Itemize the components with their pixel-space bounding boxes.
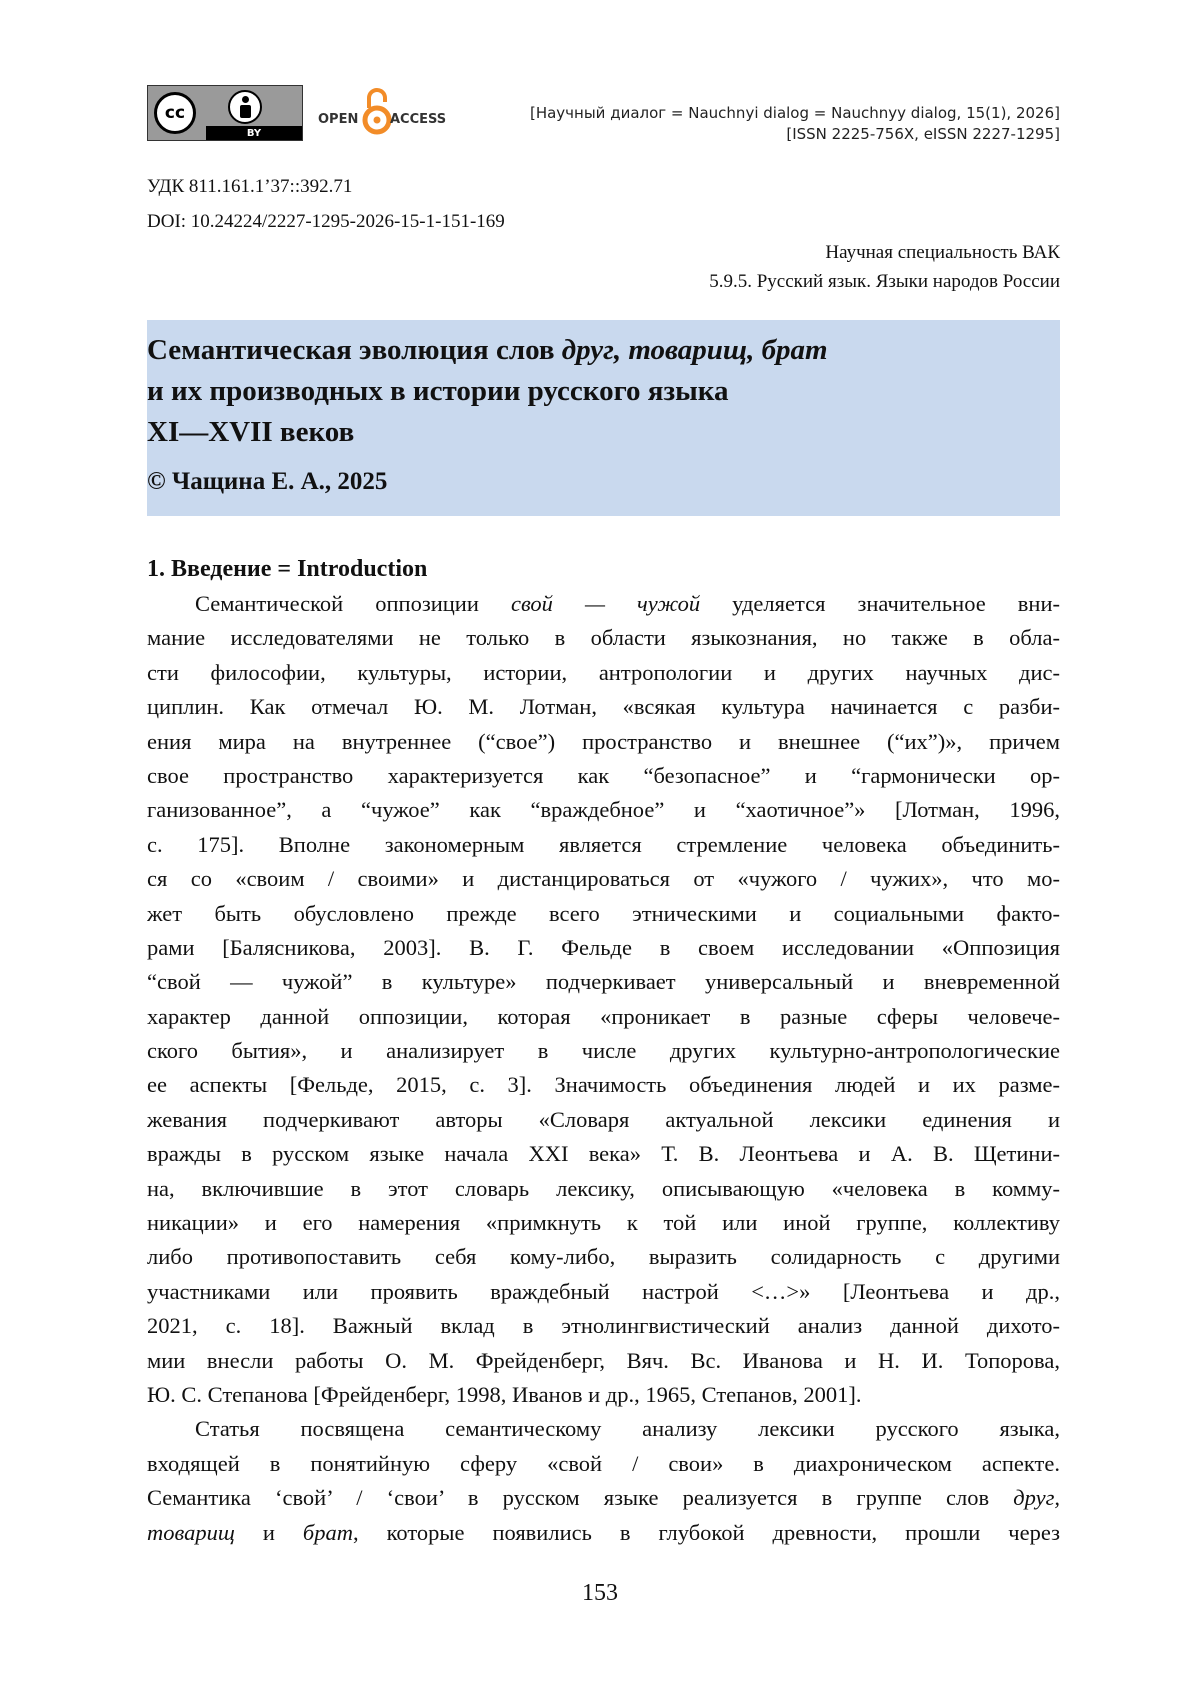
article-body: [147, 587, 1060, 1550]
author-copyright: © Чащина Е. А., 2025: [147, 468, 388, 495]
text-line: жет быть обусловлено прежде всего этническими и социальными факто-: [147, 900, 1060, 926]
text-line: вражды в русском языке начала XXI века» Т. В. Леонтьева и А. В. Щетини-: [147, 1141, 1060, 1167]
journal-issn: [ISSN 2225-756X, eISSN 2227-1295]: [786, 125, 1060, 143]
journal-reference: [530, 103, 1060, 145]
title-line-1: Семантическая эволюция слов: [147, 334, 562, 366]
text-line: Статья посвящена семантическому анализу лексики русского языка,: [195, 1416, 1060, 1442]
attribution-person-icon: [228, 90, 262, 124]
open-access-right-text: ACCESS: [390, 112, 447, 127]
text-line: Семантика ‘свой’ / ‘свои’ в русском языке реализуется в группе слов друг,: [147, 1485, 1060, 1511]
text-line: ского бытия», и анализирует в числе других культурно-антропологические: [147, 1038, 1060, 1064]
text-line: входящей в понятийную сферу «свой / свои» в диахроническом аспекте.: [147, 1450, 1060, 1476]
text-line: ганизованное”, а “чужое” как “враждебное” и “хаотичное”» [Лотман, 1996,: [147, 797, 1060, 823]
title-block: [147, 320, 1060, 516]
title-line-3: XI—XVII веков: [147, 416, 355, 448]
text-line: ения мира на внутреннее (“свое”) пространство и внешнее (“их”)», причем: [147, 728, 1060, 754]
title-italic-words: друг, товарищ, брат: [561, 334, 828, 366]
by-label: BY: [206, 126, 302, 140]
cc-logo-text: cc: [164, 103, 186, 123]
text-line: рами [Балясникова, 2003]. В. Г. Фельде в своем исследовании «Оппозиция: [147, 934, 1060, 960]
doi: DOI: 10.24224/2227-1295-2026-15-1-151-169: [147, 211, 505, 232]
text-line: Семантической оппозиции свой — чужой уделяется значительное вни-: [195, 591, 1060, 616]
journal-citation: [Научный диалог = Nauchnyi dialog = Nauchnyy dialog, 15(1), 2026]: [529, 104, 1060, 122]
text-line: ее аспекты [Фельде, 2015, с. 3]. Значимость объединения людей и их разме-: [147, 1072, 1060, 1098]
text-line: Ю. С. Степанова [Фрейденберг, 1998, Иванов и др., 1965, Степанов, 2001].: [147, 1381, 862, 1407]
open-access-left-text: OPEN: [318, 112, 359, 127]
text-line: никации» и его намерения «примкнуть к той или иной группе, коллективу: [147, 1210, 1060, 1236]
text-line: либо противопоставить себя кому-либо, выразить солидарность с другими: [147, 1244, 1060, 1270]
cc-by-license-logo: [147, 85, 303, 141]
scientific-specialty: [709, 238, 1060, 296]
text-line: циплин. Как отмечал Ю. М. Лотман, «всякая культура начинается с разби-: [147, 694, 1060, 720]
specialty-label: Научная специальность ВАК: [825, 242, 1060, 263]
text-line: сти философии, культуры, истории, антропологии и других научных дис-: [147, 659, 1060, 685]
article-title: [147, 330, 1047, 453]
udk-code: УДК 811.161.1’37::392.71: [147, 176, 353, 197]
text-line: “свой — чужой” в культуре» подчеркивает универсальный и вневременной: [147, 969, 1060, 995]
text-line: мание исследователями не только в области языкознания, но также в обла-: [147, 625, 1060, 651]
specialty-value: 5.9.5. Русский язык. Языки народов России: [709, 271, 1060, 292]
text-line: участниками или проявить враждебный настрой <…>» [Леонтьева и др.,: [147, 1278, 1060, 1304]
text-line: с. 175]. Вполне закономерным является стремление человека объединить-: [147, 831, 1060, 857]
text-line: на, включившие в этот словарь лексику, описывающую «человека в комму-: [147, 1175, 1060, 1201]
cc-icon: [154, 92, 196, 134]
page-number: 153: [582, 1580, 618, 1606]
text-line: свое пространство характеризуется как “безопасное” и “гармонически ор-: [147, 762, 1060, 788]
title-line-2: и их производных в истории русского языка: [147, 375, 729, 407]
text-line: товарищ и брат, которые появились в глубокой древности, прошли через: [147, 1519, 1060, 1545]
text-line: мии внесли работы О. М. Фрейденберг, Вяч. Вс. Иванова и Н. И. Топорова,: [147, 1347, 1060, 1373]
open-lock-icon: [362, 86, 392, 138]
open-access-logo: [318, 86, 468, 138]
text-line: ся со «своим / своими» и дистанцироваться от «чужого / чужих», что мо-: [147, 866, 1060, 892]
section-heading: 1. Введение = Introduction: [147, 556, 428, 582]
text-line: характер данной оппозиции, которая «проникает в разные сферы человече-: [147, 1003, 1060, 1029]
text-line: 2021, с. 18]. Важный вклад в этнолингвистический анализ данной дихото-: [147, 1313, 1060, 1339]
text-line: жевания подчеркивают авторы «Словаря актуальной лексики единения и: [147, 1106, 1060, 1132]
